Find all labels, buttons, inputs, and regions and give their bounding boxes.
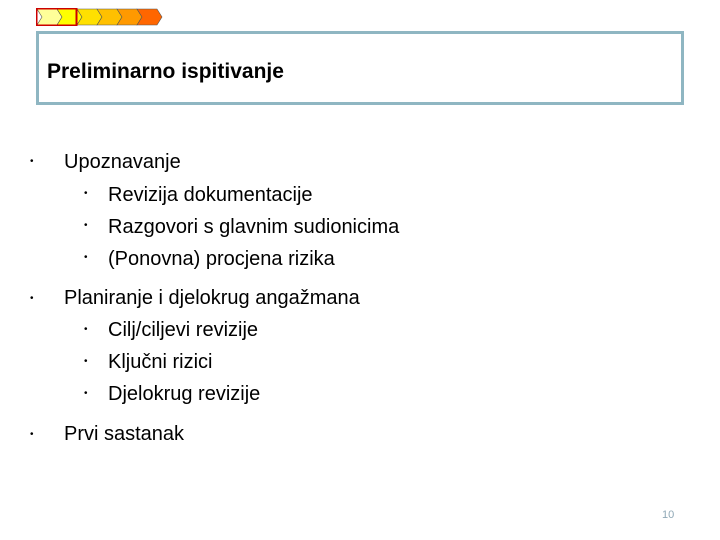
bullet-marker: • [84, 388, 88, 399]
bullet-level2: Djelokrug revizije [108, 383, 261, 405]
bullet-marker: • [84, 252, 88, 263]
bullet-level2: Ključni rizici [108, 351, 213, 373]
bullet-marker: • [84, 324, 88, 335]
bullet-level1: Prvi sastanak [64, 423, 185, 445]
bullet-level1: Planiranje i djelokrug angažmana [64, 287, 360, 309]
bullet-marker: • [30, 156, 34, 167]
bullet-level2: Cilj/ciljevi revizije [108, 319, 259, 341]
bullet-level2: Revizija dokumentacije [108, 184, 313, 206]
bullet-marker: • [84, 356, 88, 367]
bullet-level1: Upoznavanje [64, 151, 181, 173]
bullet-marker: • [30, 293, 34, 304]
page-number: 10 [662, 509, 675, 521]
page-title: Preliminarno ispitivanje [47, 60, 284, 83]
bullet-level2: (Ponovna) procjena rizika [108, 248, 335, 270]
bullet-marker: • [84, 188, 88, 199]
bullet-marker: • [84, 220, 88, 231]
bullet-level2: Razgovori s glavnim sudionicima [108, 216, 400, 238]
bullet-marker: • [30, 429, 34, 440]
